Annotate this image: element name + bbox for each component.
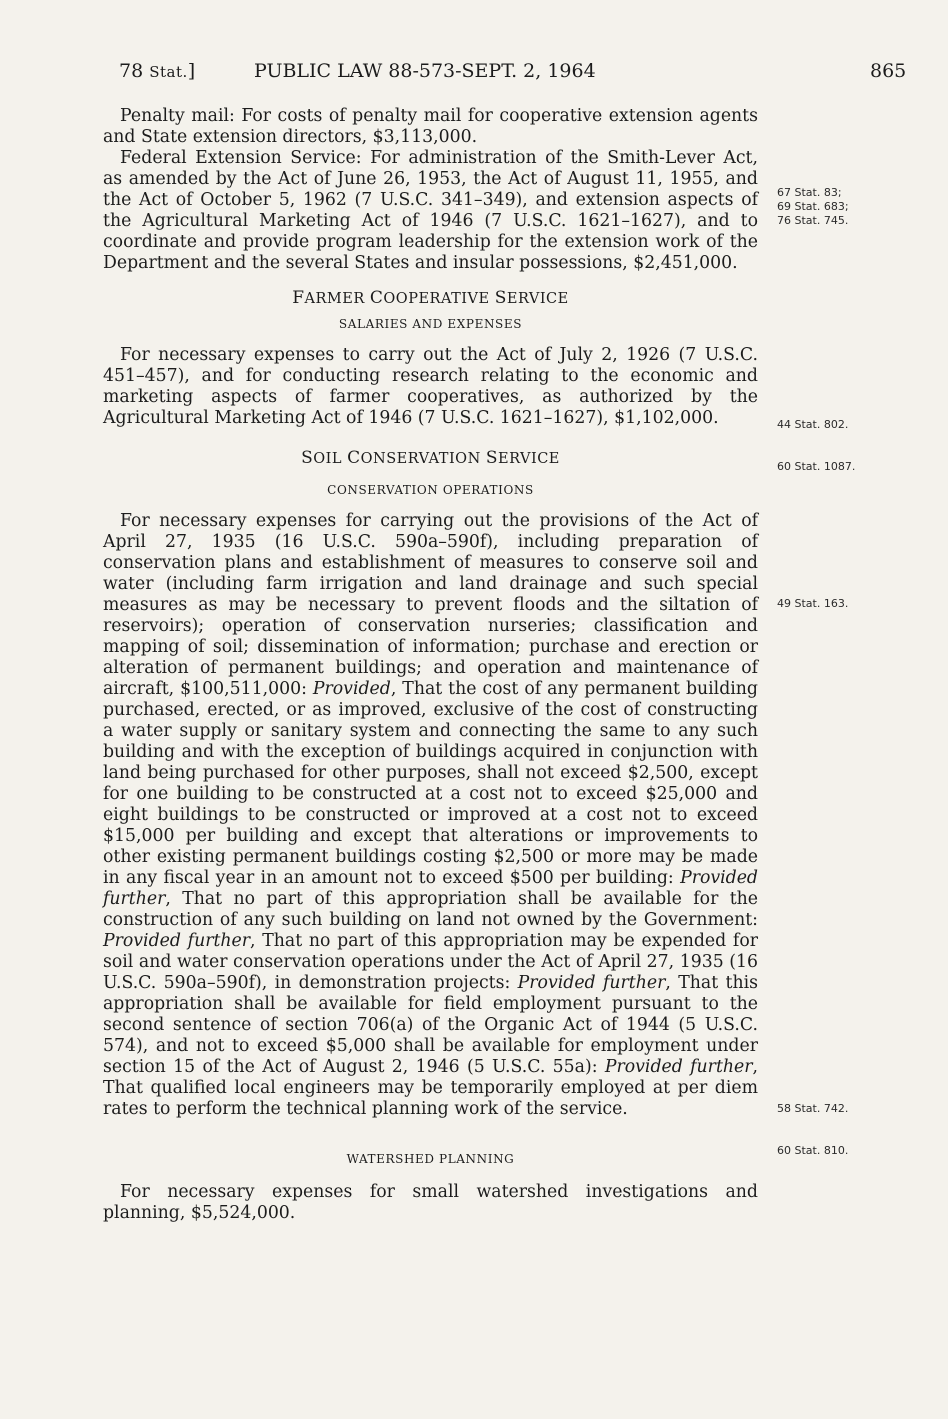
heading-char: S [301,448,314,468]
volume-reference [119,60,195,82]
heading-soil-conservation-service [103,448,758,469]
text-run: , That qualified local engineers may be temporarily employed at per diem rates to perform the technical planning work of the service. [103,1057,759,1119]
volume-bracket: ] [187,60,196,82]
heading-char: F [292,288,305,308]
proviso-term: Provided [312,679,391,699]
subheading-conservation-operations: CONSERVATION OPERATIONS [327,483,534,497]
subheading-salaries-and-expenses: SALARIES AND EXPENSES [338,317,523,331]
text-run: , That this appropriation shall be available for field employment pursuant to the second sentence of section 706(a) of the Organic Act of 1944 (5 U.S.C. 574), and not to exceed $5,000 shall be available for employment under section 15 of the Act of August 2, 1946 (5 U.S.C. 55a): [103,973,759,1077]
text-run: For necessary expenses for carrying out the provisions of the Act of April 27, 1935 (16 U.S.C. 590a–590f), including preparation of conservation plans and establishment of measures to conserve soil and water (including farm irrigation and land drainage and such special measures as may be necessary to prevent floods and the siltation of reservoirs); operation of conservation nurseries; classification and mapping of soil; dissemination of information; purchase and erection or alteration of permanent buildings; and operation and maintenance of aircraft, $100,511,000: [103,511,758,699]
margin-citation: 76 Stat. 745. [777,214,849,227]
proviso-term: Provided further [103,868,758,909]
proviso-term: Provided further [604,1057,753,1077]
heading-char: ERVICE [498,451,560,467]
volume-label: Stat. [149,63,188,81]
heading-char: S [485,448,499,468]
heading-char: ARMER [304,291,370,307]
paragraph-conservation-operations [103,511,758,1120]
margin-citation: 67 Stat. 83; [777,186,842,199]
paragraph-federal-extension: Federal Extension Service: For administration of the Smith-Lever Act, as amended by the Act of June 26, 1953, the Act of August 11, 1955, and the Act of October 5, 1962 (7 U.S.C. 341–349), and extension aspects of the Agricultural Marketing Act of 1946 (7 U.S.C. 1621–1627), and to coordinate and provide program leadership for the extension work of the Department and the several States and insular possessions, $2,451,000. [103,148,758,273]
page-number: 865 [870,60,907,82]
margin-citation: 69 Stat. 683; [777,200,849,213]
heading-char: OIL [313,451,348,467]
heading-char: ERVICE [506,291,569,307]
paragraph-watershed-planning: For necessary expenses for small watershed investigations and planning, $5,524,000. [103,1182,758,1223]
heading-char: ONSERVATION [360,451,486,467]
margin-citation: 49 Stat. 163. [777,597,849,610]
running-title: PUBLIC LAW 88-573-SEPT. 2, 1964 [254,60,596,82]
margin-citation: 44 Stat. 802. [777,418,849,431]
document-body [103,106,758,1224]
margin-citation: 60 Stat. 1087. [777,460,856,473]
text-run: , That no part of this appropriation may be expended for soil and water conservation operations under the Act of April 27, 1935 (16 U.S.C. 590a–590f), in demonstration projects: [103,931,758,993]
proviso-term: Provided further [517,973,666,993]
paragraph-farmer-cooperative: For necessary expenses to carry out the Act of July 2, 1926 (7 U.S.C. 451–457), and for conducting research relating to the economic and marketing aspects of farmer cooperatives, as authorized by the Agricultural Marketing Act of 1946 (7 U.S.C. 1621–1627), $1,102,000. [103,345,758,428]
heading-char: OOPERATIVE [383,291,495,307]
paragraph-penalty-mail: Penalty mail: For costs of penalty mail for cooperative extension agents and State extension directors, $3,113,000. [103,106,758,147]
text-run: , That the cost of any permanent building purchased, erected, or as improved, exclusive of the cost of constructing a water supply or sanitary system and connecting the same to any such building and with the exception of buildings acquired in conjunction with land being purchased for other purposes, shall not exceed $2,500, except for one building to be constructed at a cost not to exceed $25,000 and eight buildings to be constructed or improved at a cost not to exceed $15,000 per building and except that alterations or improvements to other existing permanent buildings costing $2,500 or more may be made in any fiscal year in an amount not to exceed $500 per building: [103,679,758,888]
heading-char: C [369,288,384,308]
volume-number: 78 [119,60,144,82]
text-run: , That no part of this appropriation shall be available for the construction of any such building on land not owned by the Government: [103,889,758,930]
page-header [0,60,948,90]
heading-farmer-cooperative-service [103,288,758,309]
heading-char: C [347,448,361,468]
margin-citation: 60 Stat. 810. [777,1144,849,1157]
margin-citation-group [777,186,887,228]
subheading-watershed-planning: WATERSHED PLANNING [346,1152,515,1166]
margin-citation: 58 Stat. 742. [777,1102,849,1115]
proviso-term: Provided further [103,931,251,951]
heading-char: S [494,288,507,308]
